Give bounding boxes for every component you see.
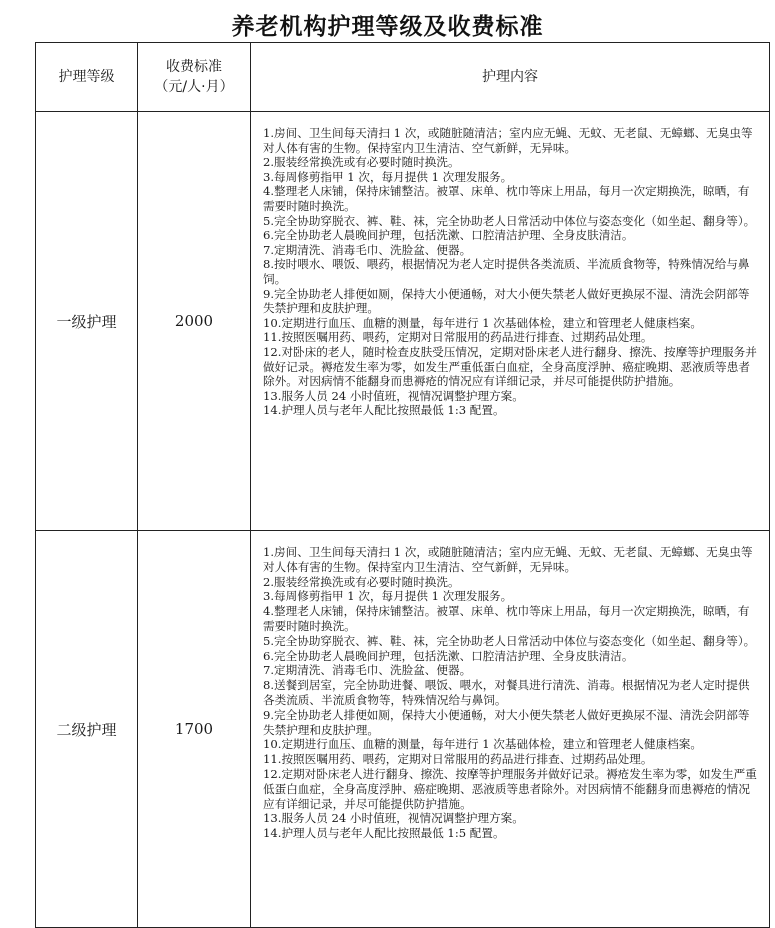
table-header-row bbox=[36, 43, 770, 112]
header-fee-line2: （元/人·月） bbox=[154, 79, 234, 95]
care-item: 11.按照医嘱用药、喂药，定期对日常服用的药品进行排查、过期药品处理。 bbox=[263, 752, 653, 767]
care-item-list bbox=[263, 545, 759, 841]
header-fee-line1: 收费标准 bbox=[166, 59, 222, 75]
care-item: 8.送餐到居室，完全协助进餐、喂饭、喂水，对餐具进行清洗、消毒。根据情况为老人定时提供各类流质、半流质食物等，特殊情况给与鼻饲。 bbox=[263, 678, 750, 707]
table-row-level-1 bbox=[36, 112, 770, 531]
header-care-level: 护理等级 bbox=[36, 43, 138, 112]
care-item: 2.服装经常换洗或有必要时随时换洗。 bbox=[263, 155, 460, 170]
care-item: 13.服务人员 24 小时值班，视情况调整护理方案。 bbox=[263, 811, 524, 826]
care-item: 6.完全协助老人晨晚间护理，包括洗漱、口腔清洁护理、全身皮肤清洁。 bbox=[263, 648, 634, 663]
care-item: 14.护理人员与老年人配比按照最低 1:5 配置。 bbox=[263, 826, 505, 841]
care-fee-table bbox=[35, 42, 770, 928]
fee-cell: 1700 bbox=[138, 531, 251, 928]
fee-cell: 2000 bbox=[138, 112, 251, 531]
care-item: 9.完全协助老人排便如厕，保持大小便通畅，对大小便失禁老人做好更换尿不湿、清洗会阴部等失禁护理和皮肤护理。 bbox=[263, 707, 750, 737]
care-item: 12.定期对卧床老人进行翻身、擦洗、按摩等护理服务并做好记录。褥疮发生率为零，如发生严重低蛋白血症，全身高度浮肿、癌症晚期、恶液质等患者除外。对因病情不能翻身而患褥疮的情况应有详细记录，并尽可能提供防护措施。 bbox=[263, 766, 757, 811]
care-item: 3.每周修剪指甲 1 次，每月提供 1 次理发服务。 bbox=[263, 589, 513, 604]
care-item: 2.服装经常换洗或有必要时随时换洗。 bbox=[263, 574, 460, 589]
header-care-content: 护理内容 bbox=[251, 43, 770, 112]
care-item: 4.整理老人床铺，保持床铺整洁。被罩、床单、枕巾等床上用品，每月一次定期换洗，晾晒，有需要时随时换洗。 bbox=[263, 184, 750, 213]
care-item: 11.按照医嘱用药、喂药，定期对日常服用的药品进行排查、过期药品处理。 bbox=[263, 330, 653, 345]
care-item: 7.定期清洗、消毒毛巾、洗脸盆、便器。 bbox=[263, 663, 472, 678]
care-item: 10.定期进行血压、血糖的测量，每年进行 1 次基础体检，建立和管理老人健康档案。 bbox=[263, 315, 702, 330]
care-item: 9.完全协助老人排便如厕，保持大小便通畅，对大小便失禁老人做好更换尿不湿、清洗会阴部等失禁护理和皮肤护理。 bbox=[263, 286, 750, 316]
care-content-cell bbox=[251, 531, 770, 928]
care-item: 8.按时喂水、喂饭、喂药，根据情况为老人定时提供各类流质、半流质食物等，特殊情况给与鼻饲。 bbox=[263, 257, 750, 286]
care-item: 13.服务人员 24 小时值班，视情况调整护理方案。 bbox=[263, 388, 524, 403]
care-item: 12.对卧床的老人，随时检查皮肤受压情况，定期对卧床老人进行翻身、擦洗、按摩等护理服务并做好记录。褥疮发生率为零，如发生严重低蛋白血症，全身高度浮肿、癌症晚期、恶液质等患者除外。对因病情不能翻身而患褥疮的情况应有详细记录，并尽可能提供防护措施。 bbox=[263, 344, 757, 389]
care-item: 14.护理人员与老年人配比按照最低 1:3 配置。 bbox=[263, 403, 505, 418]
table-row-level-2 bbox=[36, 531, 770, 928]
care-item: 1.房间、卫生间每天清扫 1 次，或随脏随清洁；室内应无蝇、无蚊、无老鼠、无蟑螂、无臭虫等对人体有害的生物。保持室内卫生清洁、空气新鲜，无异味。 bbox=[263, 545, 753, 574]
care-level-cell: 二级护理 bbox=[36, 531, 138, 928]
care-level-cell: 一级护理 bbox=[36, 112, 138, 531]
care-item: 5.完全协助穿脱衣、裤、鞋、袜，完全协助老人日常活动中体位与姿态变化（如坐起、翻身等）。 bbox=[263, 213, 756, 228]
care-item-list bbox=[263, 126, 759, 418]
care-item: 3.每周修剪指甲 1 次，每月提供 1 次理发服务。 bbox=[263, 169, 513, 184]
care-item: 6.完全协助老人晨晚间护理，包括洗漱、口腔清洁护理、全身皮肤清洁。 bbox=[263, 228, 634, 243]
document-title: 养老机构护理等级及收费标准 bbox=[231, 13, 544, 40]
care-item: 7.定期清洗、消毒毛巾、洗脸盆、便器。 bbox=[263, 242, 472, 257]
care-item: 5.完全协助穿脱衣、裤、鞋、袜，完全协助老人日常活动中体位与姿态变化（如坐起、翻身等）。 bbox=[263, 633, 756, 648]
care-item: 4.整理老人床铺，保持床铺整洁。被罩、床单、枕巾等床上用品，每月一次定期换洗，晾晒，有需要时随时换洗。 bbox=[263, 604, 750, 633]
care-item: 10.定期进行血压、血糖的测量，每年进行 1 次基础体检，建立和管理老人健康档案。 bbox=[263, 737, 702, 752]
header-fee-standard bbox=[138, 43, 251, 112]
care-item: 1.房间、卫生间每天清扫 1 次，或随脏随清洁；室内应无蝇、无蚊、无老鼠、无蟑螂、无臭虫等对人体有害的生物。保持室内卫生清洁、空气新鲜，无异味。 bbox=[263, 126, 753, 155]
care-content-cell bbox=[251, 112, 770, 531]
